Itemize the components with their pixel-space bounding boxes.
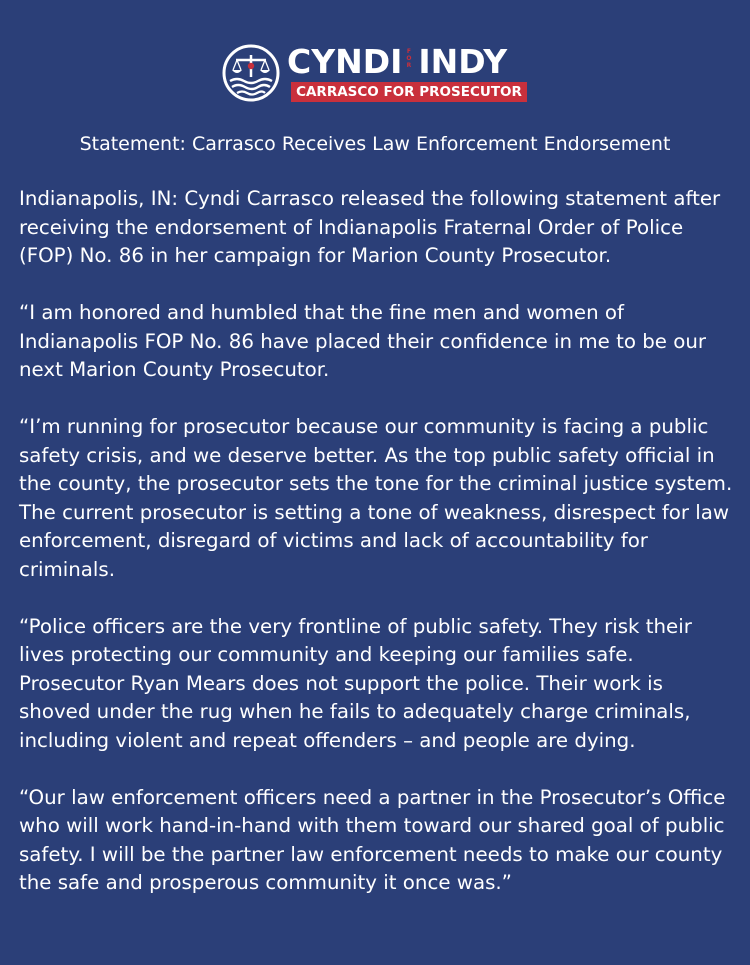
paragraph: Indianapolis, IN: Cyndi Carrasco released the following statement after receiving the endorsement of Indianapolis Fraternal Order of Police (FOP) No. 86 in her campaign for Marion County Prosecutor.	[19, 187, 721, 267]
paragraph: “I am honored and humbled that the fine men and women of Indianapolis FOP No. 86 have placed their confidence in me to be our next Marion County Prosecutor.	[19, 301, 707, 381]
paragraph: “Our law enforcement officers need a partner in the Prosecutor’s Office who will work hand-in-hand with them toward our shared goal of public safety. I will be the partner law enforcement needs to make our county the safe and prosperous community it once was.”	[19, 785, 726, 894]
logo-tagline: CARRASCO FOR PROSECUTOR	[291, 82, 527, 102]
campaign-logo	[221, 43, 531, 105]
wordmark-second-name: INDY	[418, 42, 508, 81]
statement-body	[19, 185, 734, 926]
paragraph: “I’m running for prosecutor because our community is facing a public safety crisis, and we deserve better. As the top public safety official in the county, the prosecutor sets the tone for the criminal justice system. The current prosecutor is setting a tone of weakness, disrespect for law enforcement, disregard of victims and lack of accountability for criminals.	[19, 415, 733, 581]
scales-of-justice-icon	[221, 43, 281, 103]
statement-headline: Statement: Carrasco Receives Law Enforcement Endorsement	[79, 133, 671, 155]
wordmark-for	[404, 44, 416, 69]
wordmark	[287, 44, 507, 80]
wordmark-for-text: FOR	[405, 48, 413, 69]
wordmark-first-name: CYNDI	[287, 42, 403, 81]
paragraph: “Police officers are the very frontline of public safety. They risk their lives protecting our community and keeping our families safe. Prosecutor Ryan Mears does not support the police. Their work is shoved under the rug when he fails to adequately charge criminals, including violent and repeat offenders – and people are dying.	[19, 614, 692, 752]
